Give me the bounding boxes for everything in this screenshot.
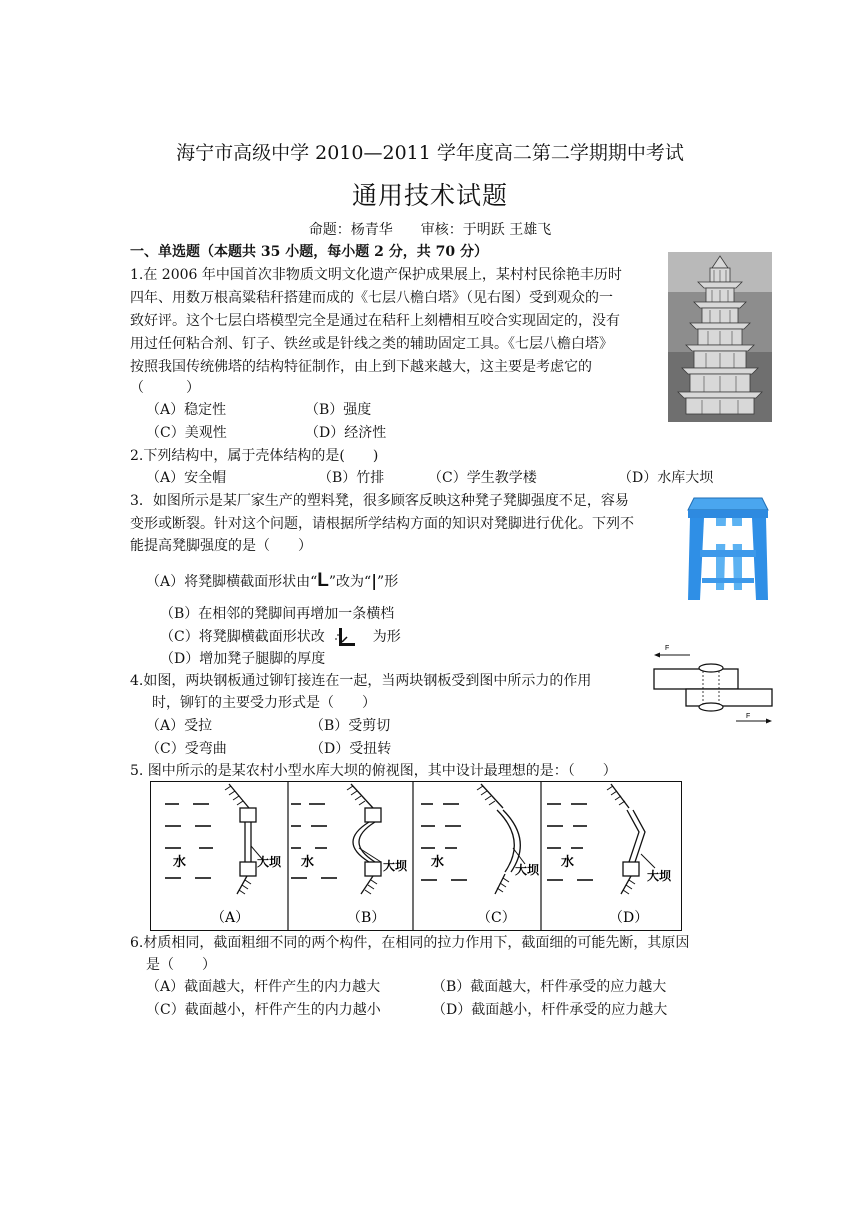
pagoda-photo	[668, 252, 772, 422]
panel-a-drawing	[165, 784, 263, 894]
plastic-stool-photo	[682, 492, 774, 604]
bar-shape-symbol: |	[371, 571, 378, 590]
l-shape-symbol: L	[317, 570, 329, 591]
panel-d-drawing	[547, 784, 655, 894]
q6-option-d: （D）截面越小，杆件承受的应力越大	[432, 1002, 668, 1018]
bottom-steel-plate	[686, 689, 772, 706]
q3-line-3: 能提高凳脚强度的是（ ）	[130, 538, 312, 554]
q1-line-4: 用过任何粘合剂、钉子、铁丝或是针线之类的辅助固定工具。《七层八檐白塔》	[130, 336, 613, 352]
q2-option-a: （A）安全帽	[146, 470, 227, 486]
q3-option-c-text-1: （C）将凳脚横截面形状改	[160, 629, 325, 645]
q1-option-d: （D）经济性	[305, 425, 387, 441]
exam-authors: 命题：杨青华 审核：于明跃 王雄飞	[308, 222, 552, 238]
stool-illustration	[682, 492, 774, 604]
panel-c-drawing	[421, 784, 525, 894]
panel-a-water-label: 水	[173, 855, 187, 870]
q4-option-d: （D）受扭转	[310, 741, 392, 757]
q3-option-c-text-2: 为形	[372, 629, 401, 645]
panel-c-caption: （C）	[477, 910, 516, 926]
force-label-top: F	[665, 645, 670, 652]
pagoda-illustration	[668, 252, 772, 422]
q6-option-b: （B）截面越大，杆件承受的应力越大	[432, 979, 667, 995]
reinforced-l-section-icon	[325, 628, 373, 646]
q3-option-b: （B）在相邻的凳脚间再增加一条横档	[160, 606, 395, 622]
panel-d-dam-label: 大坝	[647, 869, 672, 883]
q3-option-a-text-3: ”形	[377, 574, 399, 590]
panel-d-water-label: 水	[561, 855, 575, 870]
q2-option-d: （D）水库大坝	[618, 470, 714, 486]
panel-a-caption: （A）	[211, 910, 250, 926]
q6-option-c: （C）截面越小，杆件产生的内力越小	[146, 1002, 381, 1018]
rivet-head-top	[699, 664, 723, 672]
q3-option-d: （D）增加凳子腿脚的厚度	[160, 651, 326, 667]
panel-c-water-label: 水	[431, 855, 445, 870]
q1-line-6: （ ）	[130, 380, 200, 396]
q3-option-c	[160, 626, 401, 648]
panel-d-caption: （D）	[609, 910, 649, 926]
panel-b-drawing	[291, 784, 381, 894]
q3-line-1: 3．如图所示是某厂家生产的塑料凳，很多顾客反映这种凳子凳脚强度不足，容易	[130, 493, 629, 509]
rivet-head-bottom	[699, 703, 723, 711]
panel-c-dam-label: 大坝	[515, 863, 540, 877]
dam-figure	[150, 781, 682, 931]
force-arrowhead-left	[654, 653, 660, 658]
dam-figure-drawing	[151, 782, 681, 930]
rivet-diagram	[648, 640, 778, 726]
top-steel-plate	[654, 669, 738, 689]
q1-line-5: 按照我国传统佛塔的结构特征制作，由上到下越来越大，这主要是考虑它的	[130, 359, 592, 375]
q2-option-c: （C）学生教学楼	[428, 470, 537, 486]
force-arrowhead-right	[766, 719, 772, 724]
q5-stem: 5. 图中所示的是某农村小型水库大坝的俯视图，其中设计最理想的是：（ ）	[130, 763, 617, 779]
q3-line-2: 变形或断裂。针对这个问题，请根据所学结构方面的知识对凳脚进行优化。下列不	[130, 516, 634, 532]
panel-b-water-label: 水	[301, 855, 315, 870]
exam-subtitle: 通用技术试题	[351, 181, 508, 210]
q1-line-2: 四年、用数万根高粱秸秆搭建而成的《七层八檐白塔》（见右图）受到观众的一	[130, 290, 613, 306]
q1-line-1: 1.在 2006 年中国首次非物质文明文化遗产保护成果展上，某村村民徐艳丰历时	[130, 267, 622, 283]
panel-b-dam-label: 大坝	[383, 859, 408, 873]
q2-stem: 2.下列结构中，属于壳体结构的是( )	[130, 448, 379, 464]
q4-option-b: （B）受剪切	[310, 718, 391, 734]
section-heading: 一、单选题（本题共 35 小题，每小题 2 分，共 70 分）	[130, 244, 488, 260]
q1-option-c: （C）美观性	[146, 425, 227, 441]
exam-title: 海宁市高级中学 2010—2011 学年度高二第二学期期中考试	[176, 142, 684, 164]
q1-option-b: （B）强度	[305, 402, 372, 418]
q3-option-a-text-2: ”改为“	[328, 574, 372, 590]
panel-b-caption: （B）	[347, 910, 386, 926]
q1-line-3: 致好评。这个七层白塔模型完全是通过在秸秆上刻槽相互咬合实现固定的，没有	[130, 313, 620, 329]
force-label-bottom: F	[746, 713, 751, 720]
panel-a-dam-label: 大坝	[257, 855, 282, 869]
q4-option-c: （C）受弯曲	[146, 741, 227, 757]
q4-line-2: 时，铆钉的主要受力形式是（ ）	[152, 695, 376, 711]
q3-option-a-text-1: （A）将凳脚横截面形状由“	[146, 574, 318, 590]
q1-option-a: （A）稳定性	[146, 402, 227, 418]
q3-option-a	[146, 570, 398, 593]
q4-option-a: （A）受拉	[146, 718, 213, 734]
q6-line-1: 6.材质相同，截面粗细不同的两个构件，在相同的拉力作用下，截面细的可能先断，其原因	[130, 935, 690, 951]
q4-line-1: 4.如图，两块钢板通过铆钉接连在一起，当两块钢板受到图中所示力的作用	[130, 673, 592, 689]
q2-option-b: （B）竹排	[318, 470, 385, 486]
q6-option-a: （A）截面越大，杆件产生的内力越大	[146, 979, 381, 995]
q6-line-2: 是（ ）	[146, 957, 216, 973]
